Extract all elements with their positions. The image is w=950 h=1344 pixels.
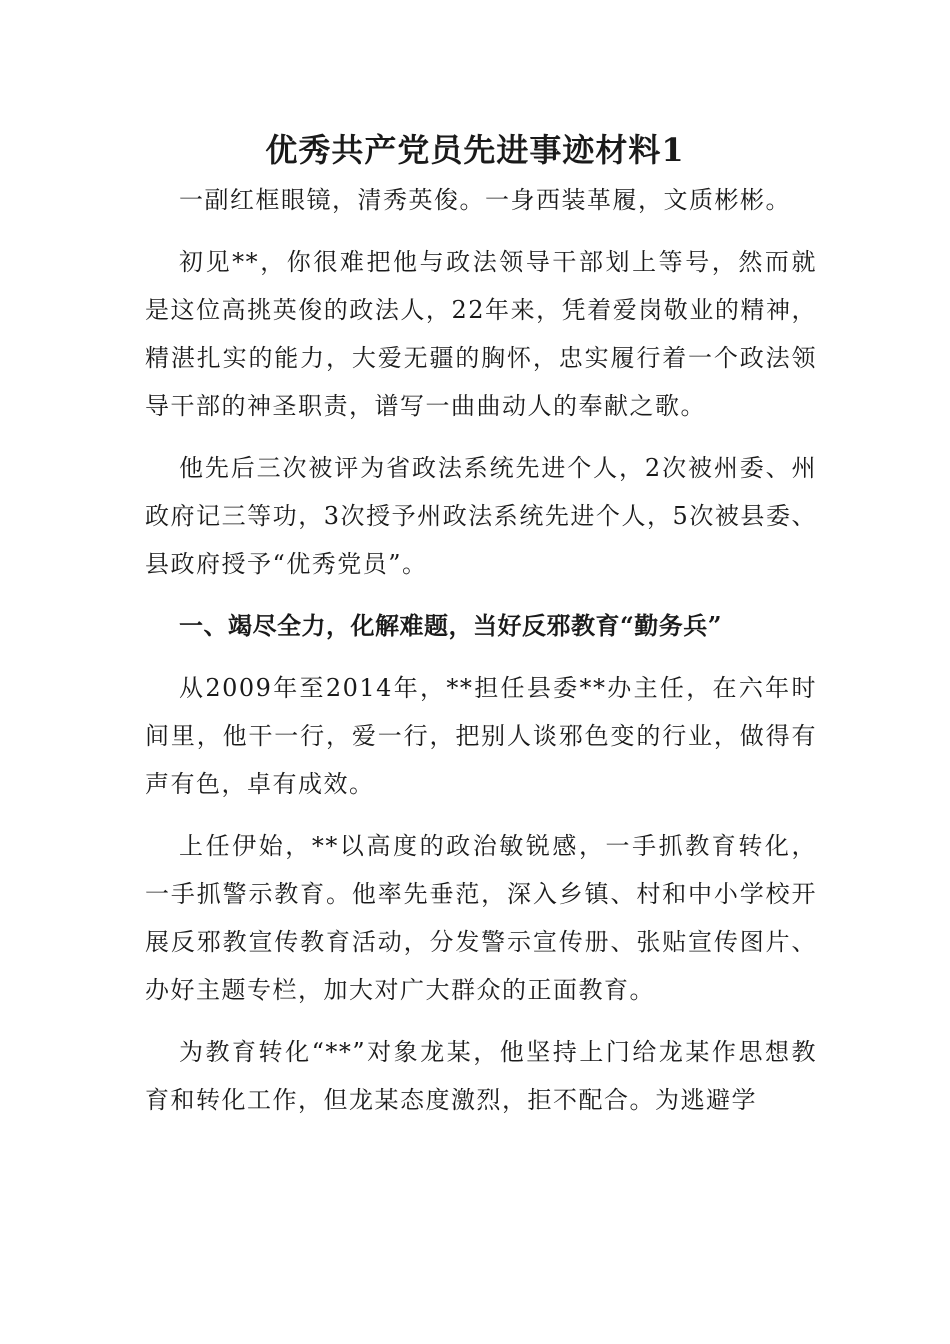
document-body xyxy=(145,176,817,1138)
paragraph-education-work: 上任伊始，**以高度的政治敏锐感，一手抓教育转化，一手抓警示教育。他率先垂范，深入乡镇、村和中小学校开展反邪教宣传教育活动，分发警示宣传册、张贴宣传图片、办好主题专栏，加大对广大群众的正面教育。 xyxy=(145,832,817,1004)
paragraph-case-long: 为教育转化“**”对象龙某，他坚持上门给龙某作思想教育和转化工作，但龙某态度激烈，拒不配合。为逃避学 xyxy=(145,1038,817,1114)
document-title: 优秀共产党员先进事迹材料1 xyxy=(265,131,685,169)
paragraph-tenure: 从2009年至2014年，**担任县委**办主任，在六年时间里，他干一行，爱一行，把别人谈邪色变的行业，做得有声有色，卓有成效。 xyxy=(145,674,817,798)
paragraph-honors: 他先后三次被评为省政法系统先进个人，2次被州委、州政府记三等功，3次授予州政法系统先进个人，5次被县委、县政府授予“优秀党员”。 xyxy=(145,454,817,578)
paragraph-intro: 一副红框眼镜，清秀英俊。一身西装革履，文质彬彬。 xyxy=(179,186,791,214)
paragraph-first-impression: 初见**，你很难把他与政法领导干部划上等号，然而就是这位高挑英俊的政法人，22年来，凭着爱岗敬业的精神，精湛扎实的能力，大爱无疆的胸怀，忠实履行着一个政法领导干部的神圣职责，谱写一曲曲动人的奉献之歌。 xyxy=(145,248,817,420)
section-heading-1: 一、竭尽全力，化解难题，当好反邪教育“勤务兵” xyxy=(179,611,723,640)
